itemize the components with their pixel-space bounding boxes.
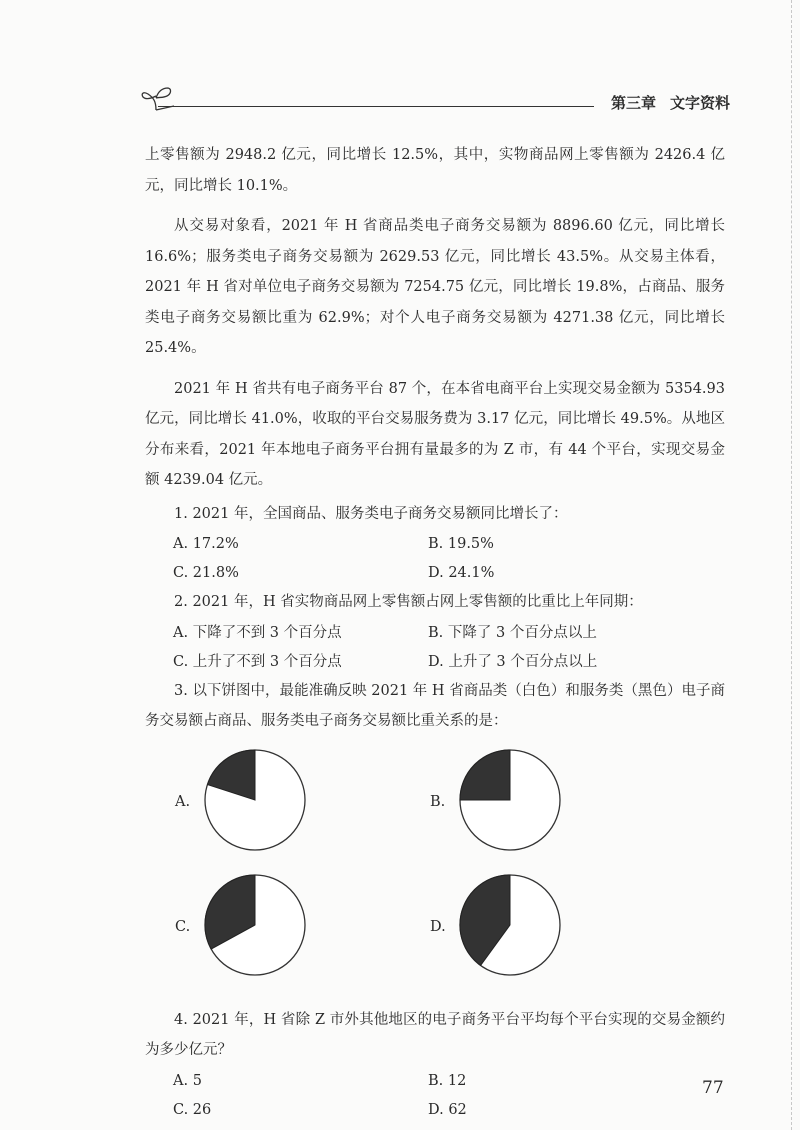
header-rule: [158, 106, 594, 107]
q3-option-a[interactable]: [145, 745, 395, 865]
q4-option-c[interactable]: C. 26: [173, 1101, 212, 1118]
question-2-options-row1: [145, 618, 725, 647]
q1-option-b[interactable]: B. 19.5%: [428, 536, 494, 552]
q1-option-c[interactable]: C. 21.8%: [173, 565, 239, 581]
q2-option-c[interactable]: C. 上升了不到 3 个百分点: [173, 653, 342, 670]
q3-option-d-label: D.: [430, 918, 446, 935]
question-3-stem: 3. 以下饼图中，最能准确反映 2021 年 H 省商品类（白色）和服务类（黑色）电子商务交易额占商品、服务类电子商务交易额比重关系的是：: [145, 682, 725, 729]
sprout-icon: [140, 84, 174, 112]
pie-b-dark-sector: [460, 750, 510, 800]
paragraph-trade-objects: 从交易对象看，2021 年 H 省商品类电子商务交易额为 8896.60 亿元，同比增长 16.6%；服务类电子商务交易额为 2629.53 亿元，同比增长 43.5%。从交易主体看，2021 年 H 省对单位电子商务交易额为 7254.75 亿元，同比增长 19.8%，占商品、服务类电子商务交易额比重为 62.9%；对个人电子商务交易额为 4271.38 亿元，同比增长 25.4%。: [145, 218, 725, 356]
q3-option-b[interactable]: [400, 745, 650, 865]
question-1-options-row1: [145, 529, 725, 558]
q4-option-b[interactable]: B. 12: [428, 1072, 467, 1089]
q3-option-c[interactable]: [145, 870, 395, 990]
page-body: [145, 140, 725, 1124]
question-3-pie-options: [145, 745, 725, 995]
pie-chart-d: [455, 870, 565, 980]
page-number: 77: [702, 1078, 724, 1098]
q2-option-a[interactable]: A. 下降了不到 3 个百分点: [173, 624, 342, 641]
question-4-stem: 4. 2021 年，H 省除 Z 市外其他地区的电子商务平台平均每个平台实现的交易金额约为多少亿元？: [145, 1011, 725, 1058]
question-4-options-row1: [145, 1066, 725, 1095]
page-header: [140, 78, 730, 118]
q3-option-a-label: A.: [175, 793, 191, 810]
pie-chart-c: [200, 870, 310, 980]
q3-option-c-label: C.: [175, 918, 191, 935]
question-2-options-row2: [145, 647, 725, 676]
q3-option-b-label: B.: [430, 793, 446, 810]
chapter-number: 第三章: [610, 94, 656, 112]
q4-option-d[interactable]: D. 62: [428, 1101, 467, 1118]
q2-option-b[interactable]: B. 下降了 3 个百分点以上: [428, 624, 597, 641]
q1-option-a[interactable]: A. 17.2%: [173, 536, 239, 552]
pie-chart-a: [200, 745, 310, 855]
question-2-stem: 2. 2021 年，H 省实物商品网上零售额占网上零售额的比重比上年同期：: [174, 594, 643, 610]
question-1-options-row2: [145, 558, 725, 587]
q4-option-a[interactable]: A. 5: [173, 1072, 202, 1089]
q2-option-d[interactable]: D. 上升了 3 个百分点以上: [428, 653, 598, 670]
pie-chart-b: [455, 745, 565, 855]
section-title: 文字资料: [669, 94, 730, 112]
question-1-stem: 1. 2021 年，全国商品、服务类电子商务交易额同比增长了：: [174, 505, 568, 522]
question-4-options-row2: [145, 1095, 725, 1124]
q1-option-d[interactable]: D. 24.1%: [428, 565, 495, 581]
scan-edge-line: [791, 0, 792, 1130]
paragraph-platforms: 2021 年 H 省共有电子商务平台 87 个，在本省电商平台上实现交易金额为 5354.93 亿元，同比增长 41.0%，收取的平台交易服务费为 3.17 亿元，同比增长 49.5%。从地区分布来看，2021 年本地电子商务平台拥有量最多的为 Z 市，有 44 个平台，实现交易金额 4239.04 亿元。: [145, 380, 725, 488]
paragraph-continued: 上零售额为 2948.2 亿元，同比增长 12.5%，其中，实物商品网上零售额为 2426.4 亿元，同比增长 10.1%。: [145, 147, 725, 194]
chapter-title: [611, 92, 730, 113]
q3-option-d[interactable]: [400, 870, 650, 990]
